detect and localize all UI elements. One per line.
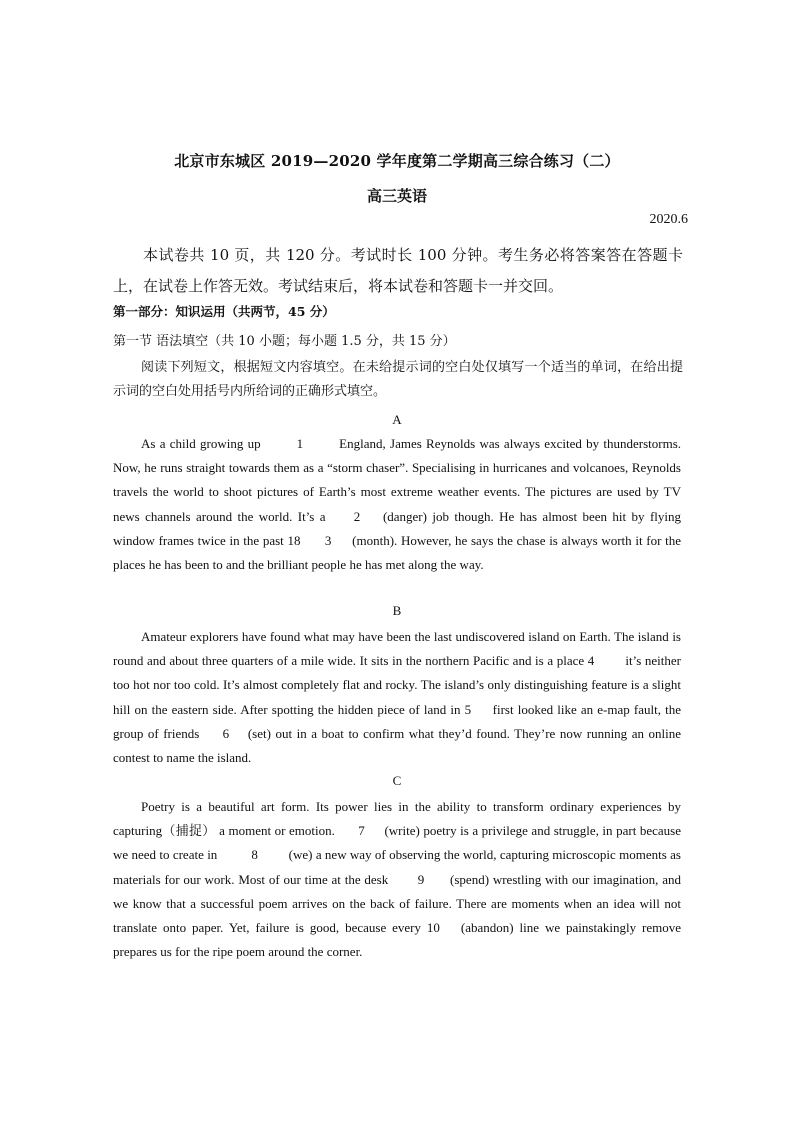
blank-1[interactable]	[265, 432, 335, 456]
passage-c-text: (we) a new way of observing the world, capturing microscopic moments as materials for our work. Most of our time at the desk	[113, 847, 681, 887]
blank-9[interactable]	[392, 868, 450, 892]
blank-8-number: 8	[251, 847, 258, 863]
blank-10-number: 10	[426, 920, 440, 936]
blank-4-number: 4	[587, 653, 595, 669]
blank-7-number: 7	[358, 823, 365, 839]
passage-a-text: (danger) job though. He has almost been hit by flying window frames twice in the past 18	[113, 508, 681, 548]
blank-7[interactable]	[338, 819, 384, 843]
exam-title: 北京市东城区 2019—2020 学年度第二学期高三综合练习（二）	[174, 152, 620, 170]
passage-b-text: Amateur explorers have found what may have been the last undiscovered island on Earth. The island is round and about three quarters of a mile wide. It sits in the northern Pacific and is a place	[113, 629, 681, 669]
section-heading: 第一节 语法填空（共 10 小题；每小题 1.5 分，共 15 分）	[113, 334, 456, 349]
blank-5[interactable]	[465, 698, 493, 722]
exam-date: 2020.6	[649, 212, 688, 227]
blank-3[interactable]	[304, 529, 352, 553]
passage-b-text: (set) out in a boat to confirm what they’d found. They’re now running an online contest to name the island.	[113, 725, 681, 766]
exam-notice: 本试卷共 10 页，共 120 分。考试时长 100 分钟。考生务必将答案答在答题卡上，在试卷上作答无效。考试结束后，将本试卷和答题卡一并交回。	[113, 246, 683, 295]
blank-6-number: 6	[222, 725, 230, 741]
blank-2[interactable]	[331, 505, 383, 529]
blank-2-number: 2	[353, 508, 361, 524]
blank-9-number: 9	[417, 871, 425, 887]
passage-c-text: (write) poetry is a privilege and struggle, in part because we need to create in	[113, 823, 682, 863]
passage-b	[113, 625, 681, 770]
passage-a	[113, 432, 681, 577]
passage-c-text: Poetry is a beautiful art form. Its power lies in the ability to transform ordinary experiences by capturing（捕捉） a moment or emotion.	[113, 799, 681, 839]
passage-c-text: (spend) wrestling with our imagination, and we know that a successful poem arrives on the back of failure. There are moments when an idea will not translate onto paper. Yet, failure is good, because every	[113, 871, 681, 936]
passage-b-text: it’s neither too hot nor too cold. It’s almost completely flat and rocky. The island’s only distinguishing feature is a slight hill on the eastern side. After spotting the hidden piece of land in	[113, 653, 681, 717]
passage-a-text: As a child growing up	[141, 436, 265, 451]
passage-b-label: B	[392, 603, 402, 618]
blank-6[interactable]	[204, 722, 248, 746]
blank-5-number: 5	[464, 701, 472, 717]
blank-3-number: 3	[324, 532, 332, 548]
passage-c-label: C	[392, 773, 402, 788]
passage-c	[113, 795, 681, 964]
passage-a-text: England, James Reynolds was always excited by thunderstorms. Now, he runs straight towards them as a “storm chaser”. Specialising in hurricanes and volcanoes, Reynolds travels the world to shoot pictures of Earth’s most extreme weather events. The pictures are used by TV news channels around the world. It’s a	[113, 436, 682, 524]
blank-8[interactable]	[221, 843, 289, 867]
part-heading: 第一部分：知识运用（共两节，45 分）	[113, 304, 335, 319]
passage-b-text: first looked like an e-map fault, the group of friends	[113, 701, 681, 741]
blank-10[interactable]	[427, 916, 461, 940]
passage-c-text: (abandon) line we painstakingly remove prepares us for the ripe poem around the corner.	[113, 920, 681, 960]
exam-subject: 高三英语	[366, 187, 427, 205]
passage-a-label: A	[392, 412, 402, 427]
blank-1-number: 1	[296, 436, 304, 451]
section-instructions: 阅读下列短文，根据短文内容填空。在未给提示词的空白处仅填写一个适当的单词，在给出提示词的空白处用括号内所给词的正确形式填空。	[113, 360, 683, 399]
blank-4[interactable]	[588, 649, 622, 673]
passage-a-text: (month). However, he says the chase is always worth it for the places he has been to and the brilliant people he has met along the way.	[113, 532, 681, 573]
